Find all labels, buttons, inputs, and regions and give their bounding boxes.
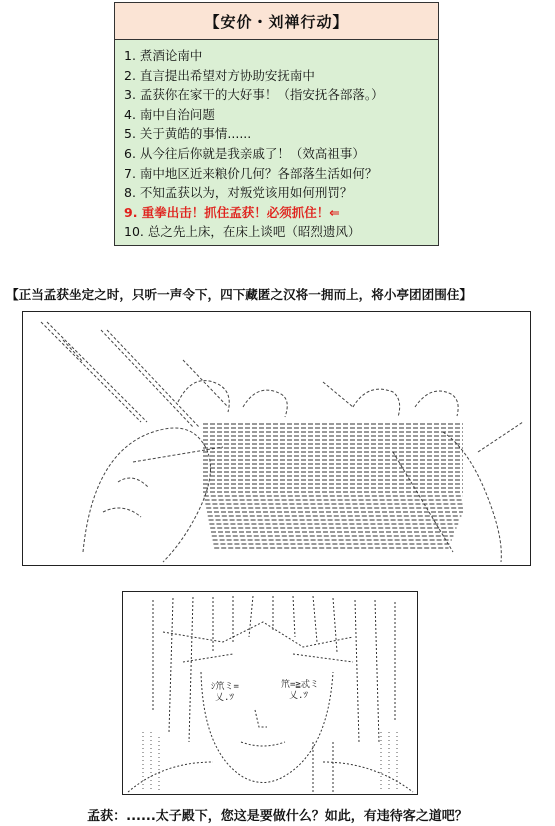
menu-options	[115, 40, 438, 242]
left-eye-text: ｼ笊ミ=乂.ﾂ	[211, 682, 239, 703]
menu-option-7[interactable]: 7. 南中地区近来粮价几何？各部落生活如何？	[124, 165, 378, 181]
narration-text: 【正当孟获坐定之时，只听一声令下，四下藏匿之汉将一拥而上，将小亭团团围住】	[6, 287, 472, 302]
dialogue-caption: 孟获：......太子殿下，您这是要做什么？如此，有违待客之道吧？	[87, 809, 468, 824]
menu-option-3[interactable]: 3. 孟获你在家干的大好事！（指安抚各部落。）	[124, 87, 384, 103]
menu-option-6[interactable]: 6. 从今往后你就是我亲戚了！（效高祖事）	[124, 145, 365, 161]
menu-option-2[interactable]: 2. 直言提出希望对方协助安抚南中	[124, 67, 315, 83]
menu-option-1[interactable]: 1. 煮酒论南中	[124, 48, 203, 63]
ambush-ascii-art	[23, 312, 531, 566]
action-menu	[114, 2, 439, 246]
menu-title: 【安价・刘禅行动】	[115, 3, 438, 40]
menghuo-ascii-art	[123, 592, 418, 795]
menu-option-8[interactable]: 8. 不知孟获以为，对叛党该用如何刑罚？	[124, 185, 353, 201]
menu-option-5[interactable]: 5. 关于黄皓的事情......	[124, 126, 252, 142]
menghuo-face-panel	[122, 591, 418, 795]
menu-option-9[interactable]: 9. 重拳出击！抓住孟获！必须抓住！⇐	[124, 204, 340, 220]
ambush-scene-panel	[22, 311, 531, 566]
menu-option-4[interactable]: 4. 南中自治问题	[124, 106, 215, 122]
right-eye-text: 笊=≧忒ミ乂.ﾂ	[281, 680, 319, 701]
menu-option-10[interactable]: 10. 总之先上床，在床上谈吧（昭烈遗风）	[124, 224, 361, 240]
